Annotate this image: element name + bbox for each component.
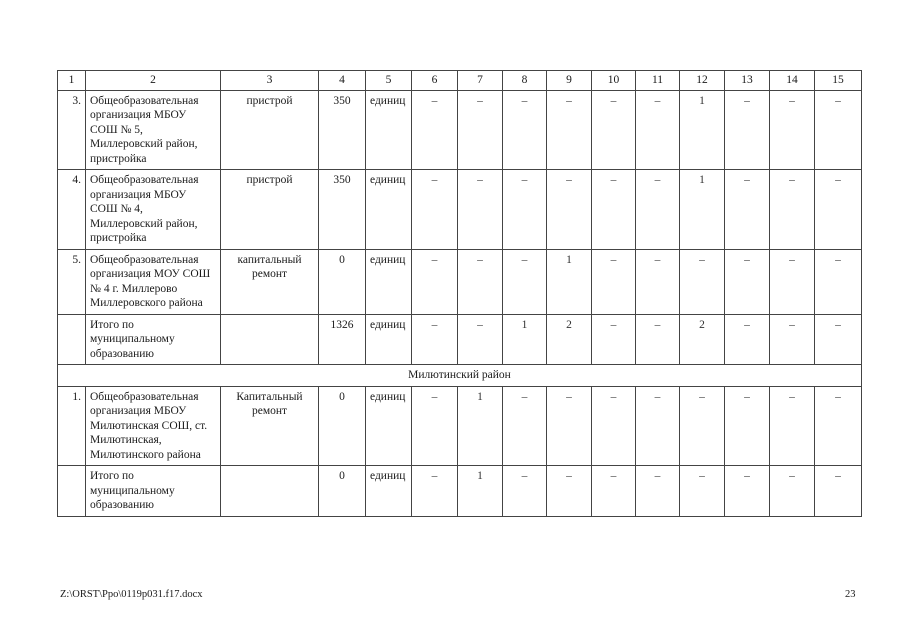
header-cell: 11 <box>636 71 680 91</box>
header-cell: 7 <box>458 71 503 91</box>
table-body <box>58 71 862 517</box>
table-row <box>58 386 862 466</box>
value-cell: – <box>680 466 725 517</box>
value-cell: – <box>412 314 458 365</box>
value-cell: – <box>458 249 503 314</box>
value-cell: – <box>503 90 547 170</box>
header-cell: 14 <box>770 71 815 91</box>
value-cell: – <box>725 314 770 365</box>
value-cell: – <box>815 466 862 517</box>
table-row <box>58 90 862 170</box>
data-table <box>57 70 862 517</box>
work-type: Капитальный ремонт <box>221 386 319 466</box>
header-cell: 3 <box>221 71 319 91</box>
value-cell: 1 <box>680 170 725 250</box>
work-type: пристрой <box>221 170 319 250</box>
capacity: 0 <box>319 466 366 517</box>
value-cell: – <box>770 466 815 517</box>
header-cell: 9 <box>547 71 592 91</box>
value-cell: – <box>636 314 680 365</box>
value-cell: – <box>680 249 725 314</box>
value-cell: – <box>503 386 547 466</box>
value-cell: – <box>547 90 592 170</box>
value-cell: – <box>770 170 815 250</box>
value-cell: – <box>770 249 815 314</box>
value-cell: – <box>592 386 636 466</box>
page-number: 23 <box>845 589 856 600</box>
value-cell: – <box>770 386 815 466</box>
value-cell: – <box>547 386 592 466</box>
value-cell: – <box>547 170 592 250</box>
value-cell: – <box>636 249 680 314</box>
unit: единиц <box>366 466 412 517</box>
header-cell: 10 <box>592 71 636 91</box>
value-cell: – <box>412 466 458 517</box>
header-cell: 6 <box>412 71 458 91</box>
value-cell: – <box>636 90 680 170</box>
value-cell: – <box>636 386 680 466</box>
value-cell: – <box>815 314 862 365</box>
organization-name: Общеобразовательная организация МБОУ СОШ № 5, Миллеровский район, пристройка <box>86 90 221 170</box>
value-cell: 2 <box>547 314 592 365</box>
work-type <box>221 314 319 365</box>
value-cell: – <box>725 170 770 250</box>
value-cell: – <box>592 249 636 314</box>
row-number <box>58 466 86 517</box>
value-cell: 1 <box>458 466 503 517</box>
capacity: 350 <box>319 170 366 250</box>
value-cell: – <box>592 90 636 170</box>
row-number <box>58 314 86 365</box>
value-cell: – <box>547 466 592 517</box>
header-cell: 4 <box>319 71 366 91</box>
header-cell: 13 <box>725 71 770 91</box>
organization-name: Итого по муниципальному образованию <box>86 466 221 517</box>
header-cell: 1 <box>58 71 86 91</box>
value-cell: – <box>412 386 458 466</box>
row-number: 1. <box>58 386 86 466</box>
capacity: 0 <box>319 249 366 314</box>
header-row <box>58 71 862 91</box>
row-number: 4. <box>58 170 86 250</box>
value-cell: – <box>503 249 547 314</box>
work-type: капитальный ремонт <box>221 249 319 314</box>
value-cell: 1 <box>458 386 503 466</box>
value-cell: – <box>592 314 636 365</box>
capacity: 0 <box>319 386 366 466</box>
value-cell: – <box>458 314 503 365</box>
value-cell: 1 <box>547 249 592 314</box>
value-cell: – <box>592 170 636 250</box>
value-cell: – <box>458 170 503 250</box>
value-cell: – <box>815 90 862 170</box>
value-cell: – <box>725 386 770 466</box>
total-row <box>58 314 862 365</box>
value-cell: – <box>815 249 862 314</box>
header-cell: 15 <box>815 71 862 91</box>
value-cell: – <box>725 466 770 517</box>
file-path: Z:\ORST\Ppo\0119p031.f17.docx <box>60 589 203 600</box>
value-cell: 1 <box>503 314 547 365</box>
row-number: 5. <box>58 249 86 314</box>
value-cell: – <box>458 90 503 170</box>
value-cell: – <box>592 466 636 517</box>
value-cell: – <box>770 314 815 365</box>
header-cell: 2 <box>86 71 221 91</box>
header-cell: 5 <box>366 71 412 91</box>
table-row <box>58 170 862 250</box>
unit: единиц <box>366 314 412 365</box>
value-cell: – <box>412 170 458 250</box>
value-cell: – <box>412 249 458 314</box>
value-cell: – <box>636 170 680 250</box>
value-cell: – <box>725 249 770 314</box>
capacity: 350 <box>319 90 366 170</box>
table-row <box>58 249 862 314</box>
section-row <box>58 365 862 387</box>
value-cell: – <box>503 170 547 250</box>
total-row <box>58 466 862 517</box>
unit: единиц <box>366 386 412 466</box>
value-cell: – <box>770 90 815 170</box>
organization-name: Общеобразовательная организация МОУ СОШ № 4 г. Миллерово Миллеровского района <box>86 249 221 314</box>
value-cell: – <box>725 90 770 170</box>
header-cell: 12 <box>680 71 725 91</box>
header-cell: 8 <box>503 71 547 91</box>
organization-name: Общеобразовательная организация МБОУ Милютинская СОШ, ст. Милютинская, Милютинского района <box>86 386 221 466</box>
value-cell: – <box>412 90 458 170</box>
value-cell: – <box>636 466 680 517</box>
organization-name: Общеобразовательная организация МБОУ СОШ № 4, Миллеровский район, пристройка <box>86 170 221 250</box>
value-cell: – <box>503 466 547 517</box>
section-title: Милютинский район <box>58 365 862 387</box>
unit: единиц <box>366 249 412 314</box>
work-type: пристрой <box>221 90 319 170</box>
value-cell: 1 <box>680 90 725 170</box>
unit: единиц <box>366 170 412 250</box>
row-number: 3. <box>58 90 86 170</box>
work-type <box>221 466 319 517</box>
unit: единиц <box>366 90 412 170</box>
organization-name: Итого по муниципальному образованию <box>86 314 221 365</box>
capacity: 1326 <box>319 314 366 365</box>
value-cell: – <box>815 170 862 250</box>
value-cell: – <box>680 386 725 466</box>
value-cell: 2 <box>680 314 725 365</box>
value-cell: – <box>815 386 862 466</box>
